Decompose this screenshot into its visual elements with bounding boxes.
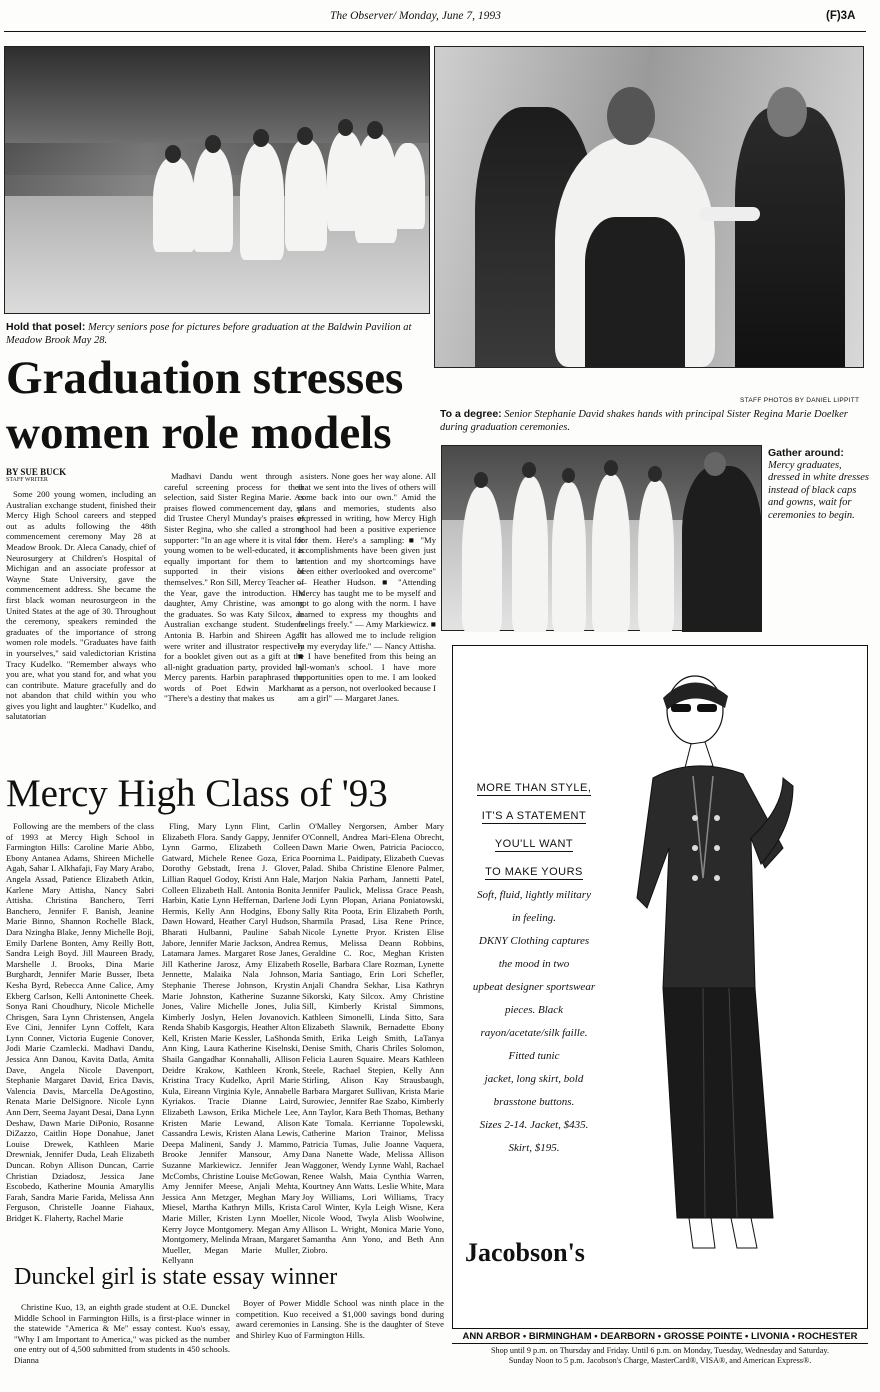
story1-column-2 [164, 471, 304, 775]
story2-column-2 [162, 821, 300, 1266]
ad-line-10: brasstone buttons. [493, 1096, 575, 1108]
ad-line-5: upbeat designer sportswear [472, 981, 596, 993]
story1-column-3-text: sisters. None goes her way alone. All that we sent into the lives of others will come back into our own." Amid the plans and memories, students also expressed in writing, how Mercy High school had been a positive experience for them. Here's a sampling: ■ "My accomplishments have been given just attention and my shortcomings have been either overlooked and overcome" — Heather Hudson. ■ "Attending Mercy has taught me to be myself and not to go along with the norm. I have learned to express my thoughts and feelings freely." — Amy Markiewicz. ■ "It has allowed me to include religion in my everyday life." — Nancy Attisha. ■ I have benefited from this being an all-woman's school. I have more opportunities open to me. I am looked at as a person, not overlooked because I am a girl" — Margaret Janes. [298, 471, 436, 704]
ad-logo: Jacobson's [465, 1238, 585, 1267]
story2-headline: Mercy High Class of '93 [6, 772, 388, 815]
story2-column-3 [302, 821, 444, 1255]
ad-copy [459, 782, 609, 1160]
ad-headline-3: YOU'LL WANT [494, 838, 574, 850]
ad-line-3: DKNY Clothing captures [478, 935, 590, 947]
photo-seniors-posing [4, 46, 430, 314]
ad-line-4: the mood in two [498, 958, 570, 970]
ad-line-11: Sizes 2-14. Jacket, $435. [479, 1119, 589, 1131]
masthead-rule [4, 31, 866, 32]
story2-column-1 [6, 821, 154, 1252]
headline-line-1: Graduation stresses [6, 352, 404, 404]
story3-column-2 [236, 1298, 444, 1382]
caption-text: Mercy seniors pose for pictures before graduation at the Baldwin Pavilion at Meadow Brook May 28. [6, 322, 412, 346]
caption-lead: Gather around: [768, 447, 844, 459]
story2-column-3-text: O'Malley Nergorsen, Amber Mary O'Connell, Andrea Mari-Elena Obrecht, Dawn Marie Owen, Patricia Paciocco, Poornima L. Paidipaty, Elizabeth Cuevas Palad. Shiba Christine Elenore Palmer, Marjon Nakia Parham, Jannetti Patel, Jennifer Paulick, Melissa Grace Peash, Jodi Lynn Plopan, Ariana Poniatowski, Sally Rita Poota, Erin Elizabeth Porth, Sharmila Prasad, Lisa Rene Prince, Nicole Lynette Pryor. Kristen Elise Remus, Melissa Deann Robbins, Geraldine C. Roc, Meghan Kristen Roselle, Barbara Clare Rozman, Lynette Maria Santiago, Erin Lori Schefler, Anjali Chandra Sekhar, Lisa Kathryn Sikorski, Katy Silcox. Amy Christine Sill, Kimberly Kristal Simmons, Kathleen Simonelli, Linda Sitto, Sara Elizabeth Slawnik, Bernadette Ebony Smith, Erika Leigh Smith, LaTanya Denise Smith, Charis Chriles Solomon, Felicia Lauren Squaire. Mears Kathleen Steele, Rachael Stepien, Kelly Ann Stirling, Alison Kay Strausbaugh, Barbara Margaret Sullivan, Krista Marie Surowiec, Jennifer Rae Szabo, Kimberly Ann Taylor, Kara Beth Thomas, Bethany Kate Tomala. Kerrianne Topolewski, Catherine Marion Trainor, Melissa Patricia Tumas, Julie Joanne Vaquera, Dana Nanette Wade, Melissa Allison Waggoner, Wendy Lynne Wahl, Rachael Renee Walsh, Maia Cynthia Warren, Kourtney Ann Watts. Leslie White, Mara Joy Williams, Lori Williams, Tracy Carol Winter, Kyla Leigh Wisne, Kera Nicole Wood, Twyla Alisb Woolwine, Allison L. Wright, Monica Marie Yono, Samantha Ann Yono, and Beth Ann Ziobro. [302, 821, 444, 1255]
story3-column-2-text: Boyer of Power Middle School was ninth place in the competition. Kuo received a $1,000 savings bond during award ceremonies in Lansing. She is the daughter of Steve and Shirley Kuo of Farmington Hills. [236, 1298, 444, 1340]
story2-column-1-text: Following are the members of the class of 1993 at Mercy High School in Farmington Hills: Caroline Marie Abbo, Ebony Antanea Adams, Shireen Michelle Agah, Sahar I. Alkhafaji, Fay Mary Arabo, Angela Assad, Patience Elizabeth Atkin, Karlene Mary Attisha, Nancy Sabri Attisha. Christina Banchero, Terri Banchero, Jennifer F. Banish, Jeanine Marie Binno, Shannon Rochelle Black, Dara Nzingha Blake, Jenny Michelle Boji, Emily Darlene Bonten, Amy Reilly Bott, Sandra Leigh Boyd. Jill Maureen Brady, Marshelle J. Brooks, Dina Marie Burghardt, Jennifer Marie Busser, Ibeta Kesha Byrd, Rebecca Anne Calice, Amy Ekberg Carlson, Kelli Antoninette Cheek. Sonya Rani Choudhury, Nicole Michelle Chrisgen, Sara Lynn Christensen, Angela Eve Cini, Jennifer Lynn Coffelt, Kara Lynn Conner, Victoria Eugenie Conover, Jodi Marie Czamlecki. Madhavi Dandu, Jessica Ann Danou, Kavita Datla, Amita Dave, Angela Nicole Davenport, Stephanie Margaret David, Erica Davis, Valencia Davis, Marcella DeAgostino, Renata Marie DelSignore. Nicole Lynn Ann Derr, Seema Jayant Desai, Dana Lynn Deshaw, Dawn Marie DiPonio, Rosanne DiZazzo, Caitlin Hope Donahue, Janet Louise Drewek, Kathleen Marie Drewniak, Jennifer Duda, Leah Elizabeth Duncan. Robyn Allison Duncan, Carrie Christian Dziadosz, Jessica Jane Escobedo, Katherine Mounia Amaryllis Farah, Sandra Marie Farida, Melissa Ann Ferguson, Christelle Joanne Fiahaux, Bridget K. Flaherty, Rachel Marie [6, 821, 154, 1223]
story3-column-1-text: Christine Kuo, 13, an eighth grade student at O.E. Dunckel Middle School in Farmington Hills, is a first-place winner in the statewide "America & Me" essay contest. Kuo's essay, "Why I am Important to America," was picked as the number one entry out of 4,500 submitted from students in 450 schools. Dianna [14, 1302, 230, 1365]
ad-line-7: rayon/acetate/silk faille. [480, 1027, 588, 1039]
jacobsons-ad [452, 645, 868, 1329]
page-number: (F)3A [826, 10, 856, 22]
masthead-title: The Observer/ Monday, June 7, 1993 [330, 10, 501, 22]
story1-column-3 [298, 471, 436, 775]
byline-name: BY SUE BUCK [6, 467, 67, 477]
ad-line-1: Soft, fluid, lightly military [477, 889, 591, 901]
ad-line-6: pieces. Black [504, 1004, 564, 1016]
story1-column-1-text: Some 200 young women, including an Australian exchange student, finished their Mercy High School careers and stepped out as adults following the 48th commencement ceremony May 28 at Meadow Brook. Dr. Aleca Canady, chief of Neurosurgery at Children's Hospital of Michigan and an associate professor at Wayne State University, gave the commencement address. She became the first black woman neurosurgeon in the United States at the age of 30. Throughout the ceremony, speakers reminded the graduates of the importance of strong women role models. "Graduates have faith in yourselves," said valedictorian Kristina Tracy Kudelko. "Remember always who you are, what you stand for, and what you can contribute. Mature gracefully and do not abandon that child within you who gives you light and laughter." Kudelko, and salutatorian [6, 489, 156, 722]
headline-line-2: women role models [6, 406, 392, 459]
caption-text: Senior Stephanie David shakes hands with principal Sister Regina Marie Doelker during graduation ceremonies. [440, 409, 848, 433]
caption-text: Mercy graduates, dressed in white dresses instead of black caps and gowns, wait for ceremonies to begin. [768, 459, 870, 521]
masthead [0, 10, 880, 32]
story1-headline [6, 352, 436, 459]
photo-gather-around [441, 445, 762, 631]
ad-headline-1: MORE THAN STYLE, [476, 782, 592, 794]
caption-lead: Hold that posel: [6, 321, 86, 333]
story3-headline: Dunckel girl is state essay winner [14, 1264, 338, 1290]
ad-headline-2: IT'S A STATEMENT [481, 810, 587, 822]
story1-column-2-text: Madhavi Dandu went through a careful screening process for their selection, said Sister Regina Marie. As praises flowed commencement day, so did Trustee Cheryl Munday's praises of Sister Regina, who she called a strong supporter: "In an age where it is vital for young women to be well-educated, it is equally important for them to be supported in their visions of themselves." Ron Sill, Mercy Teacher of the Year, gave the introduction. His daughter, Amy Christine, was among the graduates. So was Katy Silcox, an Australian exchange student. Students Antonia B. Harbin and Shireen Agah were writer and illustrator respectively for a booklet given out as a gift at the all-night graduation party, provided by Mercy parents. Harbin paraphrased the words of Poet Edwin Markham: "There's a destiny that makes us [164, 471, 304, 704]
story3-column-1 [14, 1302, 230, 1386]
ad-footer-rule [452, 1343, 868, 1344]
ad-line-2: in feeling. [512, 912, 556, 924]
photo-handshake [434, 46, 864, 368]
caption-hold-that-pose [6, 321, 432, 347]
ad-headline-4: TO MAKE YOURS [485, 866, 583, 878]
caption-to-a-degree [440, 408, 870, 434]
ad-hours-2: Sunday Noon to 5 p.m. Jacobson's Charge, MasterCard®, VISA®, and American Express®. [508, 1356, 812, 1365]
caption-lead: To a degree: [440, 408, 502, 420]
ad-store-list: ANN ARBOR • BIRMINGHAM • DEARBORN • GROSSE POINTE • LIVONIA • ROCHESTER [462, 1331, 858, 1342]
caption-gather-around [768, 447, 872, 522]
ad-line-9: jacket, long skirt, bold [484, 1073, 584, 1085]
ad-hours-1: Shop until 9 p.m. on Thursday and Friday. Until 6 p.m. on Monday, Tuesday, Wednesday and Saturday. [490, 1346, 830, 1355]
story2-column-2-text: Fling, Mary Lynn Flint, Carlin Elizabeth Flora. Sandy Gappy, Jennifer Lynn Garmo, Elizabeth Colleen Gatward, Michele Renee Goza, Erica Dorothy Gebstadt, Irena J. Glover, Lillian Raquel Godoy, Kristi Ann Hale, Colleen Elizabeth Hall. Antonia Bonita Harbin, Katie Lynn Heffernan, Darlene Hermis, Kelly Ann Hodgins, Ebony Dawn Howard, Heather Caryl Hudson, Bharati Hulbanni, Pauline Sabah Jabore, Jennifer Marie Jackson, Andrea Latamara James. Margaret Rose Janes, Jill Katherine Jarosz, Amy Elizabeth Jennette, Malaika Nala Johnson, Stephanie Therese Johnson, Krystin Marie Johnston, Katherine Suzanne Jones, Valire Michelle Jones, Julia Kimberly Joslyn, Helen Jovanovich. Renda Shabib Kasgorgis, Heather Alton Kell, Kristen Marie Kessler, LaShonda Ann King, Laura Katherine Kiselnski, Shaila Gangadhar Konnahalli, Allison Deidre Krakow, Kathleen Kronk, Kristina Tracy Kudelko, April Marie Kula, Eireann Virginia Kyle, Annabelle Kyriakos. Tracie Dianne Laird, Elizabeth Lawson, Erika Michele Lee, Kristen Marie Lewand, Alison Cassandra Lewis, Kristen Alana Lewis, Deepa Malineni, Sandy J. Mammo, Brooke Jennifer Mansour, Amy Suzanne Markiewicz. Jennifer Jean McCombs, Christine Louise McGowan, Amy Jennifer Meese, Anjali Mehta, Jessica Ann Metzger, Meghan Mary Miesel, Martha Kathryn Mills, Krista Marie Miller, Kristen Lynn Moeller, Kerry Joyce Montgomery. Megan Amy Montgomery, Melinda Mraan, Margaret Mueller, Megan Marie Muller, Kellyann [162, 821, 300, 1266]
story1-column-1 [6, 489, 156, 775]
byline-role: STAFF WRITER [6, 477, 48, 483]
photo-credit: STAFF PHOTOS BY DANIEL LIPPITT [740, 397, 860, 404]
ad-line-8: Fitted tunic [508, 1050, 560, 1062]
byline [6, 467, 156, 483]
ad-line-12: Skirt, $195. [508, 1142, 560, 1154]
fashion-illustration [633, 658, 863, 1258]
